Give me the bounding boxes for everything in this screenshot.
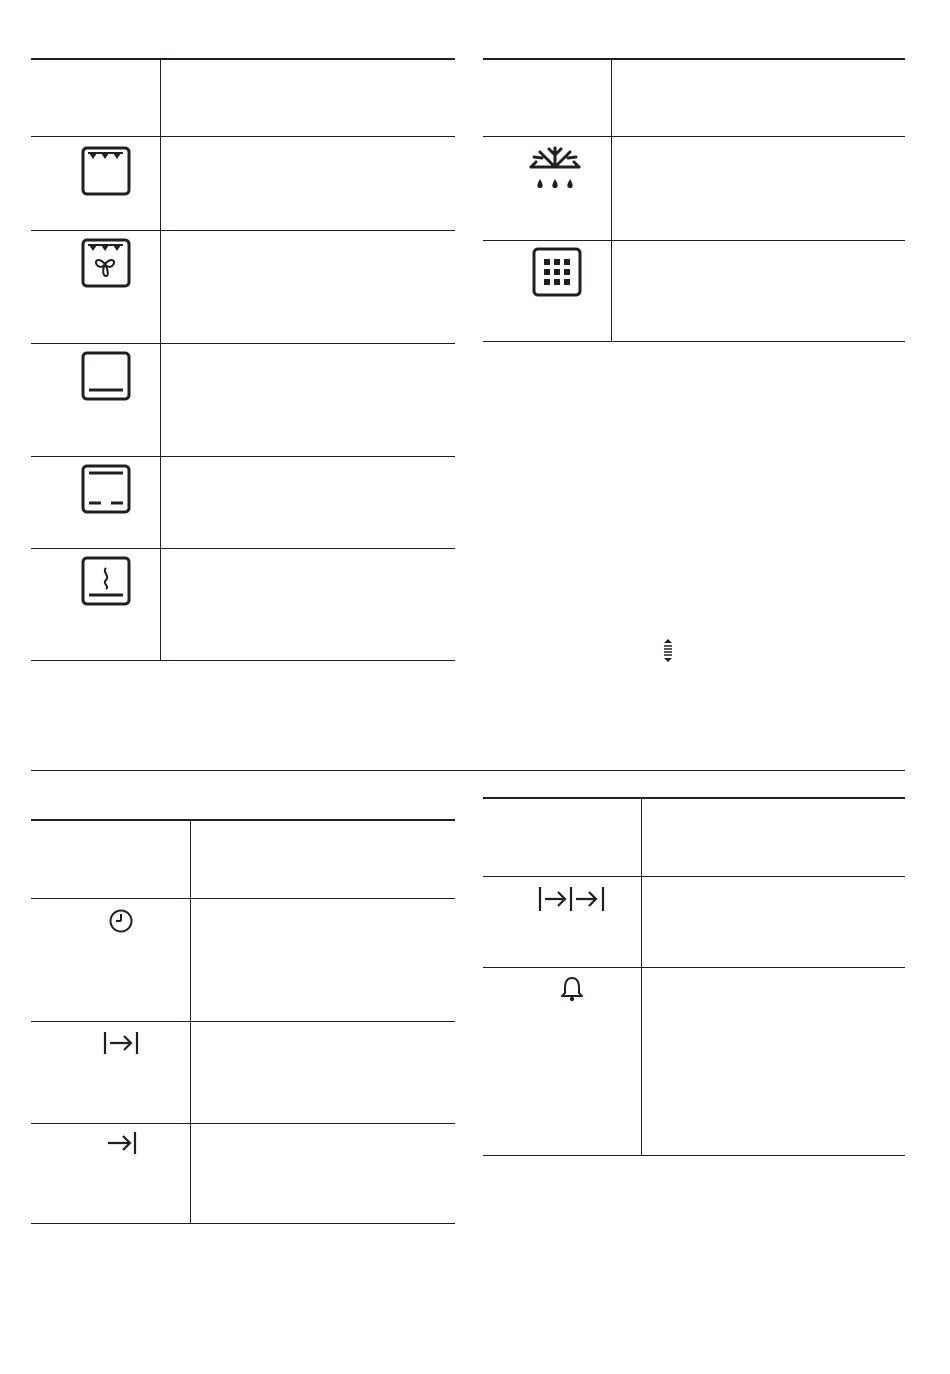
time-of-day-clock-icon	[108, 908, 134, 934]
section-divider	[31, 770, 905, 771]
table-top-rule	[31, 58, 455, 60]
table-row-rule	[31, 456, 455, 457]
table-column-divider	[160, 58, 161, 661]
top-heat-fan-icon	[81, 238, 131, 288]
time-delay-icon	[538, 886, 606, 912]
moist-bottom-heat-icon	[81, 556, 131, 606]
table-column-divider	[190, 819, 191, 1224]
defrost-icon	[528, 145, 582, 197]
table-column-divider	[611, 58, 612, 342]
scroll-indicator-icon	[663, 639, 673, 663]
table-row-rule	[483, 967, 905, 968]
end-time-icon	[106, 1131, 138, 1155]
table-row-rule	[31, 1021, 455, 1022]
keep-warm-grid-icon	[532, 247, 582, 297]
table-bottom-rule	[483, 341, 905, 342]
table-row-rule	[31, 1123, 455, 1124]
bottom-heat-icon	[81, 351, 131, 401]
table-top-rule	[31, 819, 455, 821]
table-row-rule	[31, 230, 455, 231]
table-header-rule	[483, 876, 905, 877]
table-bottom-rule	[31, 1223, 455, 1224]
table-row-rule	[483, 240, 905, 241]
table-bottom-rule	[483, 1155, 905, 1156]
table-row-rule	[31, 548, 455, 549]
duration-icon	[103, 1031, 139, 1055]
table-column-divider	[641, 797, 642, 1156]
table-header-rule	[31, 898, 455, 899]
table-bottom-rule	[31, 660, 455, 661]
minute-minder-bell-icon	[560, 976, 584, 1002]
table-header-rule	[483, 136, 905, 137]
conventional-heat-icon	[81, 464, 131, 514]
table-header-rule	[31, 136, 455, 137]
table-top-rule	[483, 58, 905, 60]
table-row-rule	[31, 343, 455, 344]
top-heat-icon	[81, 146, 131, 196]
table-top-rule	[483, 797, 905, 799]
